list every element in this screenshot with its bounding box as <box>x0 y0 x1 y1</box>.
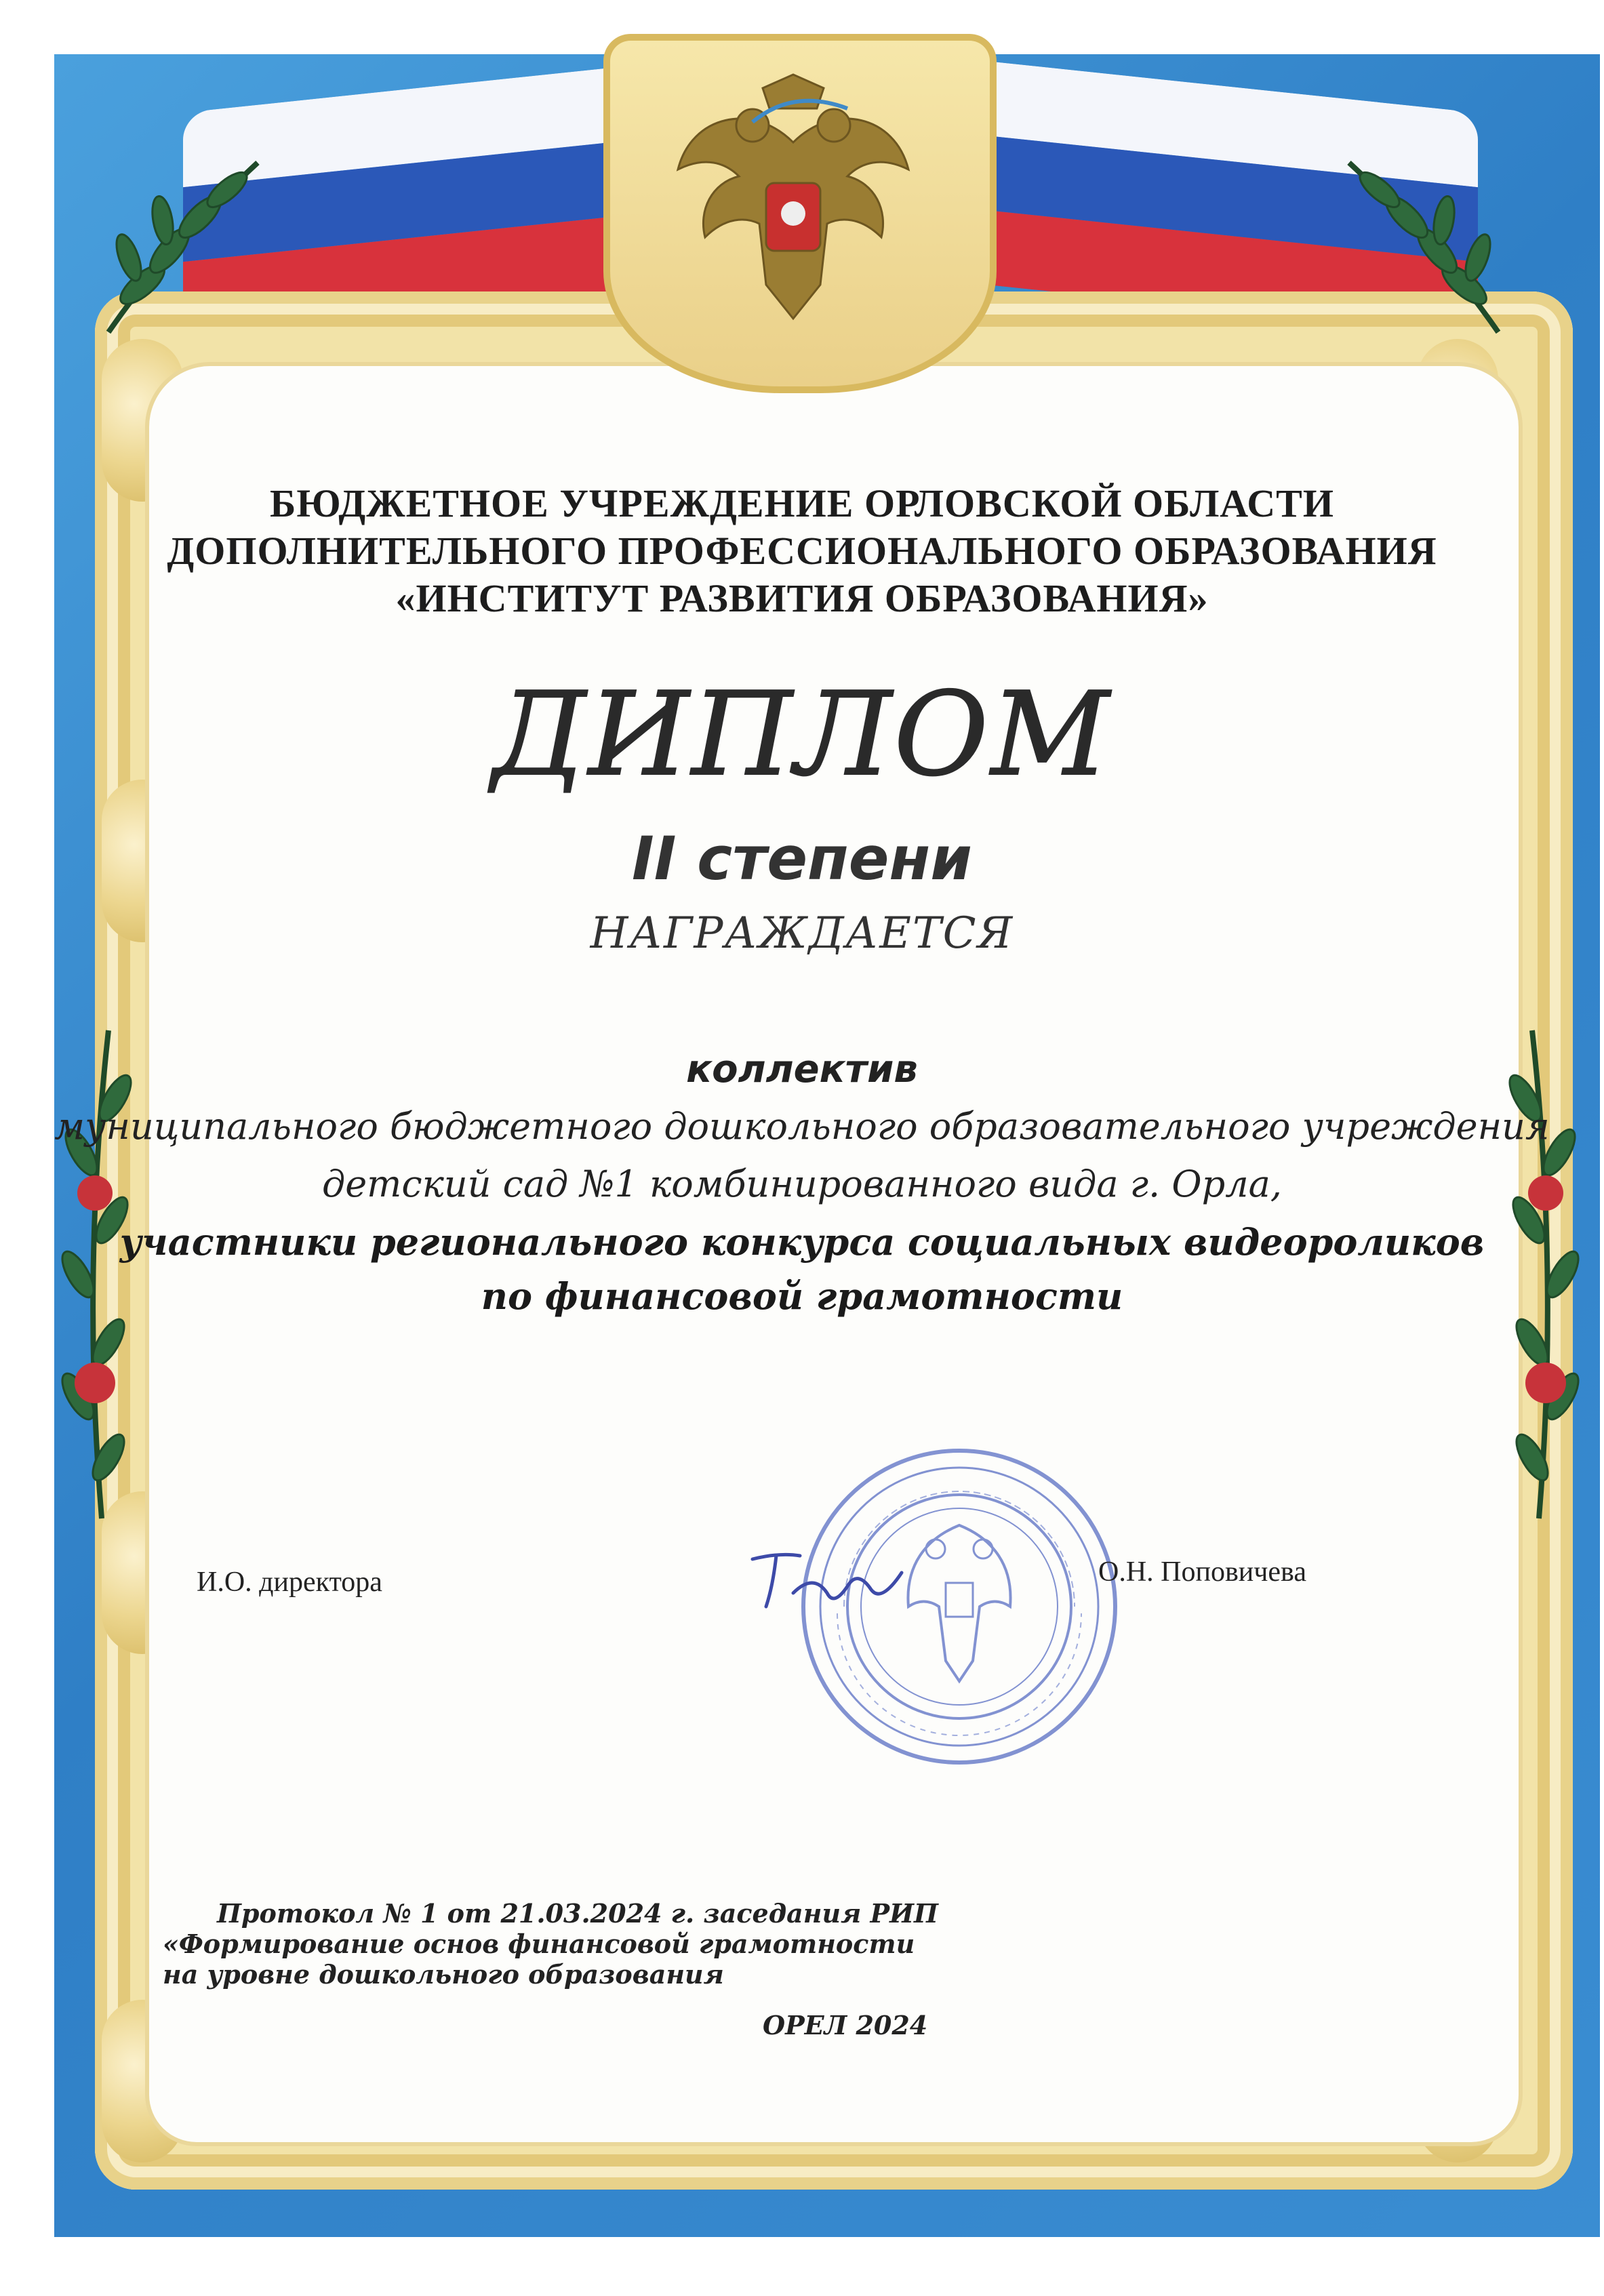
recipient-line1: муниципального бюджетного дошкольного образовательного учреждения <box>54 1105 1550 1148</box>
org-name-line2: ДОПОЛНИТЕЛЬНОГО ПРОФЕССИОНАЛЬНОГО ОБРАЗОВАНИЯ <box>167 529 1437 573</box>
laurel-branch-icon <box>68 142 271 346</box>
protocol-line1: Протокол № 1 от 21.03.2024 г. заседания РИП <box>217 1898 938 1929</box>
recipient-label: коллектив <box>686 1047 918 1091</box>
awarded-label: НАГРАЖДАЕТСЯ <box>590 908 1014 959</box>
diploma-degree: II степени <box>632 824 972 893</box>
double-headed-eagle-icon <box>651 61 936 346</box>
recipient-line3: участники регионального конкурса социальных видеороликов <box>119 1220 1485 1264</box>
protocol-line2: «Формирование основ финансовой грамотности <box>163 1929 915 1959</box>
laurel-branch-icon <box>1336 142 1539 346</box>
diploma-title: ДИПЛОМ <box>492 668 1112 802</box>
recipient-line2: детский сад №1 комбинированного вида г. Орла, <box>322 1163 1282 1205</box>
handwritten-signature-icon <box>739 1532 915 1627</box>
org-name-line1: БЮДЖЕТНОЕ УЧРЕЖДЕНИЕ ОРЛОВСКОЙ ОБЛАСТИ <box>270 481 1334 525</box>
signatory-title: И.О. директора <box>197 1567 382 1598</box>
city-year: ОРЕЛ 2024 <box>763 2010 928 2040</box>
protocol-line3: на уровне дошкольного образования <box>163 1959 724 1990</box>
recipient-line4: по финансовой грамотности <box>481 1274 1123 1318</box>
signatory-name: О.Н. Поповичева <box>1098 1556 1306 1588</box>
org-name-line3: «ИНСТИТУТ РАЗВИТИЯ ОБРАЗОВАНИЯ» <box>395 576 1209 620</box>
